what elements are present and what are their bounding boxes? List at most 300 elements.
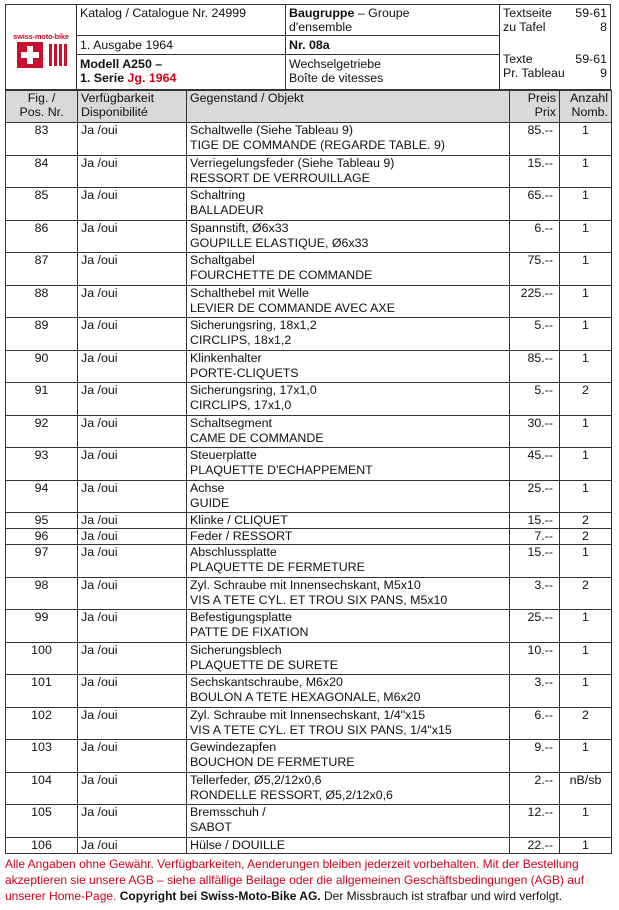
stripes-icon: [49, 44, 69, 66]
cell-position: [6, 837, 78, 853]
cell-availability: [78, 220, 187, 253]
cell-quantity: [560, 350, 612, 383]
cell-position: [6, 740, 78, 773]
cell-availability: [78, 383, 187, 416]
item-name-fr: GUIDE: [190, 495, 230, 510]
cell-availability: [78, 188, 187, 221]
item-name-fr: PLAQUETTE DE FERMETURE: [190, 560, 365, 574]
cell-price: [510, 545, 560, 578]
cell-item: [187, 155, 510, 188]
cell-price: [510, 448, 560, 481]
model: [77, 55, 286, 90]
price-value: 65.--: [527, 188, 553, 202]
position-number: 89: [34, 318, 49, 332]
cell-quantity: [560, 610, 612, 643]
group-name: [286, 55, 500, 90]
cell-availability: [78, 837, 187, 853]
col-item-line1: Gegenstand / Objekt: [190, 91, 304, 105]
item-name-fr: VIS A TETE CYL. ET TROU SIX PANS, 1/4"x15: [190, 722, 452, 737]
item-name-fr: LEVIER DE COMMANDE AVEC AXE: [190, 300, 395, 315]
cell-quantity: [560, 772, 612, 805]
cell-availability: [78, 415, 187, 448]
cell-item: [187, 253, 510, 286]
item-name-de: Spannstift, Ø6x33: [190, 220, 289, 235]
cell-item: [187, 529, 510, 545]
position-number: 87: [34, 253, 49, 267]
cell-item: [187, 675, 510, 708]
cell-availability: [78, 642, 187, 675]
table-row: [6, 740, 612, 773]
copyright-text: Copyright bei Swiss-Moto-Bike AG.: [119, 889, 321, 903]
quantity-value: 1: [582, 545, 589, 559]
table-de-value: 8: [600, 20, 607, 34]
price-value: 225.--: [520, 285, 553, 300]
page-de-row: [503, 6, 607, 20]
item-name-de: Schalthebel mit Welle: [190, 285, 309, 300]
price-value: 3.--: [534, 577, 553, 592]
position-number: 95: [34, 513, 49, 527]
cell-position: [6, 350, 78, 383]
quantity-value: 2: [582, 513, 589, 527]
item-name-de: Steuerplatte: [190, 448, 257, 462]
cell-price: [510, 415, 560, 448]
swiss-cross-icon: [17, 42, 43, 68]
group-name-fr: Boîte de vitesses: [289, 71, 384, 85]
cell-quantity: [560, 707, 612, 740]
availability-text: Ja /oui: [81, 805, 118, 819]
cell-position: [6, 675, 78, 708]
item-name-fr: VIS A TETE CYL. ET TROU SIX PANS, M5x10: [190, 592, 448, 607]
edition-text: 1. Ausgabe 1964: [80, 38, 174, 52]
group-number-text: Nr. 08a: [289, 38, 330, 52]
cell-availability: [78, 513, 187, 529]
availability-text: Ja /oui: [81, 513, 118, 527]
item-name-de: Schaltring: [190, 188, 246, 202]
page-fr-label: Texte: [503, 52, 533, 66]
item-name-fr: BOULON A TETE HEXAGONALE, M6x20: [190, 690, 421, 704]
availability-text: Ja /oui: [81, 529, 118, 543]
cell-position: [6, 545, 78, 578]
item-name-fr: BALLADEUR: [190, 203, 264, 217]
item-name-de: Sicherungsring, 17x1,0: [190, 383, 317, 397]
price-value: 5.--: [534, 383, 553, 397]
cell-price: [510, 383, 560, 416]
col-qty-line2: Nomb.: [571, 105, 608, 119]
cell-position: [6, 577, 78, 610]
position-number: 102: [31, 707, 52, 722]
item-name-de: Klinkenhalter: [190, 350, 262, 365]
table-row: [6, 383, 612, 416]
availability-text: Ja /oui: [81, 415, 118, 430]
cell-item: [187, 577, 510, 610]
item-name-fr: PLAQUETTE DE SURETE: [190, 657, 339, 672]
item-name-de: Schaltgabel: [190, 253, 255, 267]
col-price-line2: Prix: [534, 105, 556, 119]
availability-text: Ja /oui: [81, 285, 118, 300]
cell-price: [510, 707, 560, 740]
cell-quantity: [560, 740, 612, 773]
cell-price: [510, 740, 560, 773]
cell-position: [6, 610, 78, 643]
position-number: 106: [31, 837, 52, 852]
cell-price: [510, 220, 560, 253]
table-fr-label: Pr. Tableau: [503, 66, 565, 80]
cell-item: [187, 285, 510, 318]
col-header-position: [6, 91, 78, 123]
table-row: [6, 253, 612, 286]
price-value: 85.--: [527, 350, 553, 365]
position-number: 103: [31, 740, 52, 754]
page-fr-value: 59-61: [575, 52, 607, 66]
table-row: [6, 642, 612, 675]
col-avail-line1: Verfügbarkeit: [81, 91, 155, 105]
table-row: [6, 480, 612, 513]
table-de-label: zu Tafel: [503, 20, 546, 34]
quantity-value: 1: [582, 610, 589, 624]
cell-availability: [78, 318, 187, 351]
group-name-de: Wechselgetriebe: [289, 57, 382, 71]
item-name-fr: CIRCLIPS, 17x1,0: [190, 398, 292, 412]
model-line2: [80, 71, 282, 85]
page-ref-spacer: [503, 34, 607, 52]
cell-price: [510, 642, 560, 675]
col-qty-line1: Anzahl: [570, 91, 608, 105]
cell-quantity: [560, 285, 612, 318]
availability-text: Ja /oui: [81, 155, 118, 170]
position-number: 84: [34, 155, 49, 170]
cell-price: [510, 480, 560, 513]
availability-text: Ja /oui: [81, 318, 118, 332]
position-number: 99: [34, 610, 49, 624]
price-value: 3.--: [534, 675, 553, 689]
item-name-de: Zyl. Schraube mit Innensechskant, 1/4"x15: [190, 707, 426, 722]
group-label-rest: – Groupe: [354, 6, 410, 20]
position-number: 92: [34, 415, 49, 430]
item-name-de: Sicherungsblech: [190, 642, 282, 657]
price-value: 6.--: [534, 220, 553, 235]
page-fr-row: [503, 52, 607, 66]
cell-price: [510, 772, 560, 805]
cell-position: [6, 188, 78, 221]
table-row: [6, 675, 612, 708]
col-fig-line1: Fig. /: [27, 91, 56, 105]
table-row: [6, 772, 612, 805]
cell-quantity: [560, 642, 612, 675]
cell-quantity: [560, 529, 612, 545]
table-row: [6, 837, 612, 853]
availability-text: Ja /oui: [81, 740, 118, 754]
item-name-fr: PLAQUETTE D'ECHAPPEMENT: [190, 463, 373, 477]
quantity-value: 1: [582, 740, 589, 754]
cell-price: [510, 253, 560, 286]
price-value: 6.--: [534, 707, 553, 722]
col-header-item: [187, 91, 510, 123]
quantity-value: 1: [582, 805, 589, 819]
cell-item: [187, 642, 510, 675]
cell-price: [510, 350, 560, 383]
cell-availability: [78, 707, 187, 740]
item-name-de: Hülse / DOUILLE: [190, 837, 286, 852]
item-name-fr: CIRCLIPS, 18x1,2: [190, 333, 292, 347]
cell-availability: [78, 285, 187, 318]
cell-item: [187, 350, 510, 383]
table-row: [6, 285, 612, 318]
group-title: [286, 4, 500, 36]
model-series: 1. Serie: [80, 71, 128, 85]
item-name-fr: SABOT: [190, 820, 232, 834]
availability-text: Ja /oui: [81, 707, 118, 722]
cell-item: [187, 318, 510, 351]
cell-position: [6, 155, 78, 188]
page-de-value: 59-61: [575, 6, 607, 20]
cell-position: [6, 253, 78, 286]
price-value: 9.--: [534, 740, 553, 754]
price-value: 45.--: [527, 448, 553, 462]
table-row: [6, 220, 612, 253]
cell-availability: [78, 448, 187, 481]
availability-text: Ja /oui: [81, 837, 118, 852]
quantity-value: 1: [582, 188, 589, 202]
cell-quantity: [560, 383, 612, 416]
position-number: 97: [34, 545, 49, 559]
cell-item: [187, 448, 510, 481]
cell-price: [510, 675, 560, 708]
cell-price: [510, 610, 560, 643]
position-number: 86: [34, 220, 49, 235]
item-name-de: Schaltwelle (Siehe Tableau 9): [190, 123, 354, 137]
cell-position: [6, 529, 78, 545]
swiss-moto-bike-logo: [9, 20, 73, 74]
cell-price: [510, 188, 560, 221]
position-number: 94: [34, 480, 49, 495]
table-row: [6, 123, 612, 156]
col-fig-line2: Pos. Nr.: [19, 105, 64, 119]
quantity-value: 1: [582, 155, 589, 170]
availability-text: Ja /oui: [81, 772, 118, 787]
item-name-de: Feder / RESSORT: [190, 529, 293, 543]
availability-text: Ja /oui: [81, 480, 118, 495]
cell-position: [6, 383, 78, 416]
catalog-number-text: Katalog / Catalogue Nr. 24999: [80, 6, 247, 20]
table-row: [6, 448, 612, 481]
disclaimer-text: Alle Angaben ohne Gewähr. Verfügbarkeiten, Aenderungen bleiben jederzeit vorbehalten. Mit der Bestellung akzeptieren sie unsere AGB – siehe allfällige Beilage oder die allgemeinen Geschäftsbedingungen (AGB) auf unserer Home-Page.: [5, 857, 585, 903]
quantity-value: 2: [582, 383, 589, 397]
item-name-de: Bremsschuh /: [190, 805, 266, 819]
cell-quantity: [560, 253, 612, 286]
group-title-line1: [289, 6, 496, 20]
cell-availability: [78, 805, 187, 838]
position-number: 90: [34, 350, 49, 365]
catalog-number: [77, 4, 286, 36]
availability-text: Ja /oui: [81, 123, 118, 137]
quantity-value: 1: [582, 253, 589, 267]
price-value: 7.--: [534, 529, 553, 543]
price-value: 15.--: [527, 545, 553, 559]
cell-item: [187, 545, 510, 578]
availability-text: Ja /oui: [81, 220, 118, 235]
cell-quantity: [560, 188, 612, 221]
cell-position: [6, 123, 78, 156]
cell-price: [510, 805, 560, 838]
item-name-de: Sicherungsring, 18x1,2: [190, 318, 317, 332]
quantity-value: 1: [582, 448, 589, 462]
cell-item: [187, 610, 510, 643]
table-row: [6, 350, 612, 383]
position-number: 104: [31, 772, 52, 787]
availability-text: Ja /oui: [81, 383, 118, 397]
quantity-value: 2: [582, 577, 589, 592]
table-row: [6, 577, 612, 610]
cell-quantity: [560, 155, 612, 188]
quantity-value: 1: [582, 480, 589, 495]
table-row: [6, 707, 612, 740]
cell-price: [510, 285, 560, 318]
item-name-fr: FOURCHETTE DE COMMANDE: [190, 268, 373, 282]
price-value: 10.--: [527, 642, 553, 657]
table-fr-row: [503, 66, 607, 80]
cell-price: [510, 529, 560, 545]
table-row: [6, 545, 612, 578]
col-avail-line2: Disponibilité: [81, 105, 148, 119]
position-number: 93: [34, 448, 49, 462]
page-de-label: Textseite: [503, 6, 552, 20]
cell-position: [6, 513, 78, 529]
model-year: Jg. 1964: [127, 71, 177, 85]
misuse-text: Der Missbrauch ist strafbar und wird verfolgt.: [323, 889, 563, 903]
table-row: [6, 415, 612, 448]
item-name-de: Verriegelungsfeder (Siehe Tableau 9): [190, 155, 395, 170]
item-name-fr: PATTE DE FIXATION: [190, 625, 309, 639]
table-row: [6, 155, 612, 188]
cell-position: [6, 772, 78, 805]
price-value: 85.--: [527, 123, 553, 137]
item-name-fr: RESSORT DE VERROUILLAGE: [190, 170, 370, 185]
cell-availability: [78, 480, 187, 513]
position-number: 91: [34, 383, 49, 397]
quantity-value: 1: [582, 220, 589, 235]
cell-item: [187, 188, 510, 221]
cell-availability: [78, 772, 187, 805]
cell-quantity: [560, 415, 612, 448]
quantity-value: 1: [582, 350, 589, 365]
table-row: [6, 188, 612, 221]
availability-text: Ja /oui: [81, 610, 118, 624]
price-value: 12.--: [527, 805, 553, 819]
cell-availability: [78, 123, 187, 156]
cell-position: [6, 415, 78, 448]
col-price-line1: Preis: [527, 91, 556, 105]
cell-availability: [78, 577, 187, 610]
price-value: 25.--: [527, 480, 553, 495]
cell-position: [6, 285, 78, 318]
price-value: 75.--: [527, 253, 553, 267]
cell-item: [187, 513, 510, 529]
quantity-value: 1: [582, 123, 589, 137]
item-name-fr: CAME DE COMMANDE: [190, 430, 324, 445]
quantity-value: 1: [582, 642, 589, 657]
price-value: 15.--: [527, 513, 553, 527]
cell-item: [187, 415, 510, 448]
col-header-quantity: [560, 91, 612, 123]
edition: [77, 36, 286, 55]
cell-availability: [78, 545, 187, 578]
cell-position: [6, 707, 78, 740]
cell-availability: [78, 155, 187, 188]
cell-position: [6, 318, 78, 351]
position-number: 100: [31, 642, 52, 657]
model-line1: Modell A250 –: [80, 57, 163, 71]
cell-availability: [78, 740, 187, 773]
item-name-de: Gewindezapfen: [190, 740, 277, 754]
availability-text: Ja /oui: [81, 188, 118, 202]
item-name-de: Befestigungsplatte: [190, 610, 292, 624]
position-number: 88: [34, 285, 49, 300]
quantity-value: nB/sb: [569, 772, 602, 787]
quantity-value: 2: [582, 529, 589, 543]
cell-quantity: [560, 220, 612, 253]
group-number: [286, 36, 500, 55]
price-value: 22.--: [527, 837, 553, 852]
cell-quantity: [560, 805, 612, 838]
cell-quantity: [560, 480, 612, 513]
cell-item: [187, 383, 510, 416]
cell-position: [6, 480, 78, 513]
cell-quantity: [560, 448, 612, 481]
cell-price: [510, 837, 560, 853]
cell-availability: [78, 675, 187, 708]
quantity-value: 1: [582, 285, 589, 300]
item-name-fr: BOUCHON DE FERMETURE: [190, 755, 355, 769]
quantity-value: 2: [582, 707, 589, 722]
price-value: 15.--: [527, 155, 553, 170]
page-reference: [500, 4, 611, 90]
cell-availability: [78, 350, 187, 383]
item-name-fr: RONDELLE RESSORT, Ø5,2/12x0,6: [190, 787, 393, 802]
cell-quantity: [560, 318, 612, 351]
cell-item: [187, 123, 510, 156]
position-number: 83: [34, 123, 49, 137]
position-number: 85: [34, 188, 49, 202]
cell-price: [510, 318, 560, 351]
availability-text: Ja /oui: [81, 448, 118, 462]
item-name-de: Zyl. Schraube mit Innensechskant, M5x10: [190, 577, 421, 592]
table-row: [6, 529, 612, 545]
group-label-bold: Baugruppe: [289, 6, 355, 20]
availability-text: Ja /oui: [81, 675, 118, 689]
item-name-de: Klinke / CLIQUET: [190, 513, 288, 527]
price-value: 2.--: [534, 772, 553, 787]
item-name-de: Sechskantschraube, M6x20: [190, 675, 343, 689]
position-number: 101: [31, 675, 52, 689]
logo-cell: [5, 4, 77, 90]
cell-quantity: [560, 837, 612, 853]
cell-position: [6, 805, 78, 838]
availability-text: Ja /oui: [81, 253, 118, 267]
cell-price: [510, 155, 560, 188]
catalog-header: [5, 4, 611, 90]
cell-availability: [78, 610, 187, 643]
quantity-value: 1: [582, 837, 589, 852]
cell-item: [187, 220, 510, 253]
table-header-row: [6, 91, 612, 123]
parts-table: [5, 90, 612, 854]
table-row: [6, 805, 612, 838]
group-title-line2: d'ensemble: [289, 20, 352, 34]
position-number: 98: [34, 577, 49, 592]
position-number: 105: [31, 805, 52, 819]
cell-availability: [78, 529, 187, 545]
cell-item: [187, 772, 510, 805]
